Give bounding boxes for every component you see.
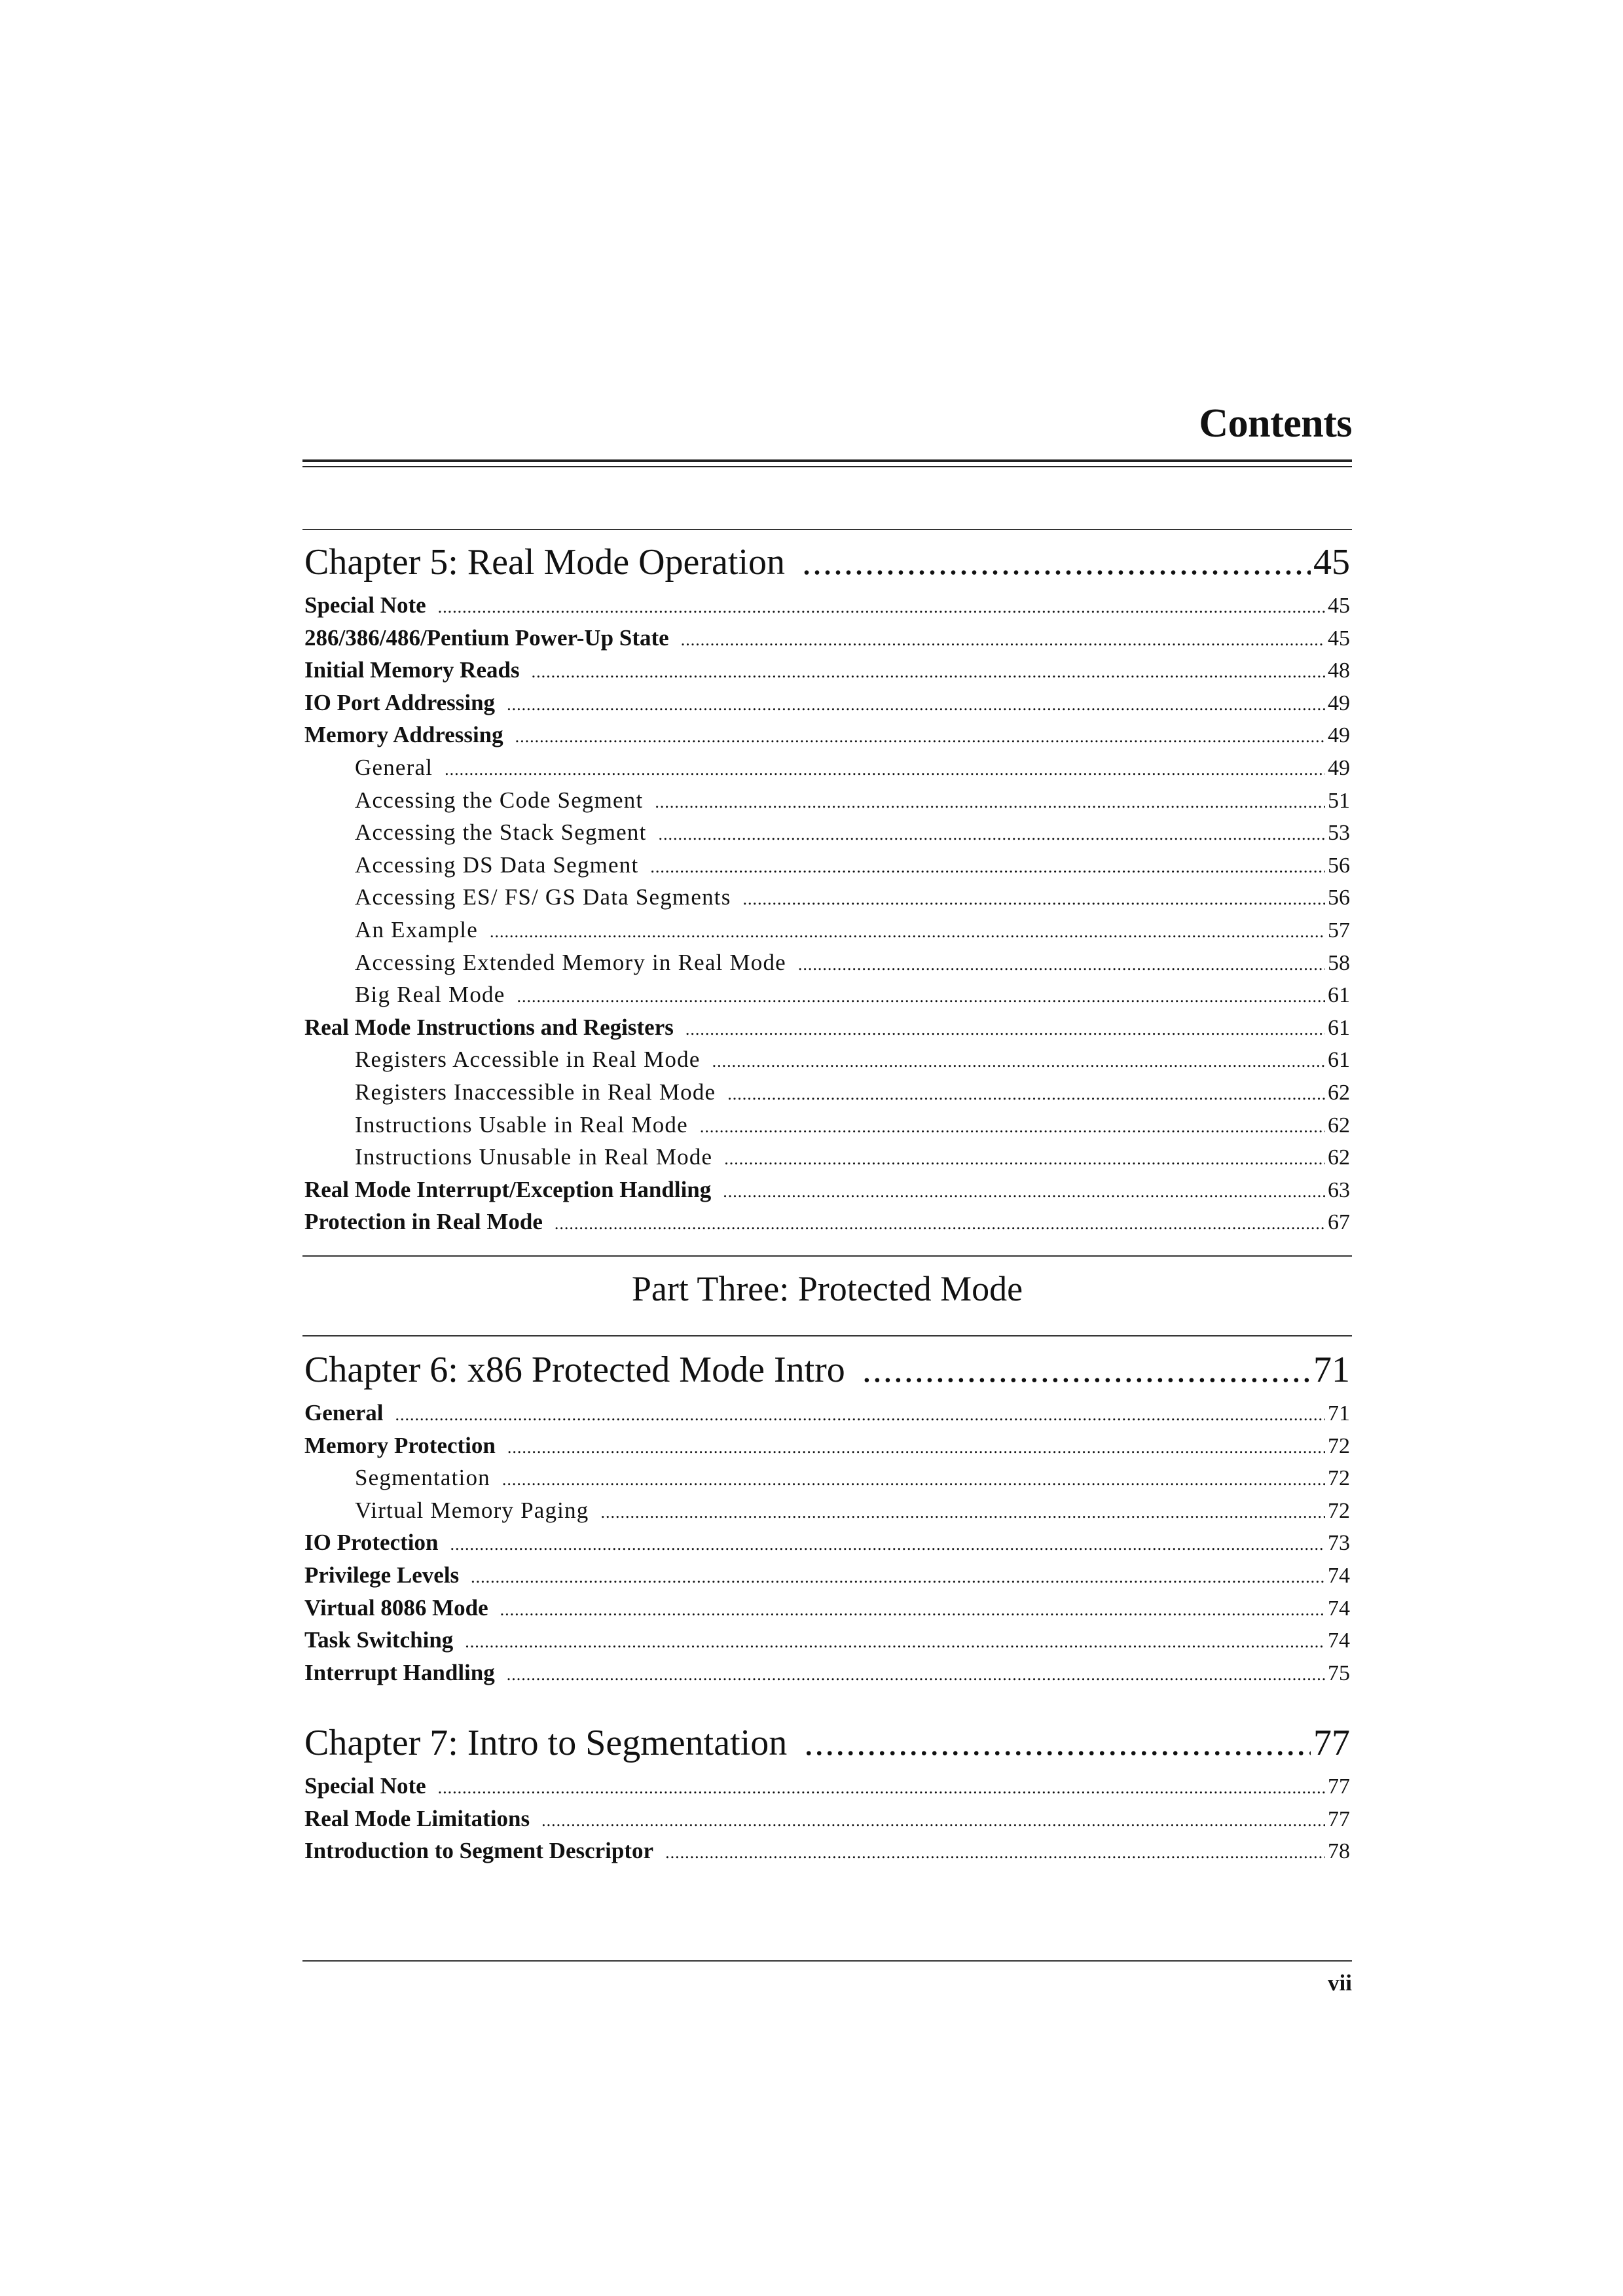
- toc-subentry[interactable]: [304, 881, 1350, 914]
- toc-subentry[interactable]: [304, 1494, 1350, 1527]
- toc-entry-title: Registers Inaccessible in Real Mode: [355, 1079, 716, 1105]
- toc-entry-title: Accessing DS Data Segment: [355, 852, 639, 878]
- footer-rule: [302, 1960, 1352, 1962]
- leader-dots: [395, 1399, 1325, 1431]
- chapter6-title: Chapter 6: x86 Protected Mode Intro: [304, 1350, 845, 1390]
- toc-entry[interactable]: [304, 1770, 1350, 1803]
- leader-dots: [438, 1772, 1325, 1804]
- toc-subentry[interactable]: [304, 1109, 1350, 1141]
- leader-dots: [507, 1431, 1325, 1464]
- toc-entry[interactable]: [304, 589, 1350, 622]
- toc-entry-page: 74: [1328, 1563, 1350, 1588]
- leader-dots: [450, 1528, 1325, 1561]
- leader-dots: [804, 1716, 1311, 1770]
- toc-entry-page: 53: [1328, 821, 1350, 846]
- toc-entry-page: 73: [1328, 1531, 1350, 1556]
- leader-dots: [665, 1837, 1325, 1869]
- toc-entry-title: 286/386/486/Pentium Power-Up State: [304, 624, 669, 651]
- leader-dots: [541, 1804, 1325, 1837]
- toc-entry[interactable]: [304, 1397, 1350, 1429]
- leader-dots: [490, 916, 1325, 948]
- toc-entry-title: Accessing the Code Segment: [355, 787, 644, 813]
- toc-entry-page: 56: [1328, 886, 1350, 910]
- part-title: Part Three: Protected Mode: [631, 1269, 1023, 1308]
- toc-entry-title: Registers Accessible in Real Mode: [355, 1047, 701, 1073]
- leader-dots: [471, 1561, 1325, 1594]
- leader-dots: [727, 1078, 1325, 1111]
- toc-entry-title: Instructions Unusable in Real Mode: [355, 1144, 713, 1170]
- toc-subentry[interactable]: [304, 978, 1350, 1011]
- chapter6-page: 71: [1313, 1350, 1350, 1390]
- chapter6-top-rule: [302, 1335, 1352, 1336]
- toc-entry-page: 72: [1328, 1466, 1350, 1491]
- toc-subentry[interactable]: [304, 914, 1350, 946]
- toc-subentry[interactable]: [304, 784, 1350, 817]
- toc-entry-title: Accessing Extended Memory in Real Mode: [355, 949, 786, 975]
- toc-entry[interactable]: [304, 1835, 1350, 1867]
- leader-dots: [724, 1143, 1325, 1175]
- leader-dots: [798, 948, 1325, 981]
- page-number: vii: [1328, 1970, 1352, 1996]
- toc-entry-page: 48: [1328, 658, 1350, 683]
- leader-dots: [445, 753, 1325, 786]
- leader-dots: [685, 1013, 1325, 1046]
- toc-entry-title: Special Note: [304, 592, 426, 618]
- toc-entry-title: Virtual 8086 Mode: [304, 1594, 488, 1621]
- leader-dots: [555, 1208, 1325, 1240]
- toc-entry-page: 63: [1328, 1177, 1350, 1202]
- toc-entry-title: Initial Memory Reads: [304, 657, 520, 683]
- chapter7-heading[interactable]: [304, 1716, 1350, 1770]
- toc-entry-page: 72: [1328, 1498, 1350, 1523]
- toc-entry[interactable]: [304, 1206, 1350, 1238]
- toc-subentry[interactable]: [304, 751, 1350, 784]
- toc-entry[interactable]: [304, 1429, 1350, 1462]
- toc-entry-page: 62: [1328, 1145, 1350, 1170]
- leader-dots: [700, 1111, 1325, 1143]
- leader-dots: [650, 851, 1325, 884]
- toc-entry-page: 77: [1328, 1774, 1350, 1799]
- chapter6-section: [304, 1343, 1350, 1689]
- toc-entry-title: Special Note: [304, 1773, 426, 1799]
- chapter7-section: [304, 1716, 1350, 1867]
- toc-entry-page: 61: [1328, 1048, 1350, 1073]
- toc-entry-title: Virtual Memory Paging: [355, 1497, 589, 1523]
- toc-entry-page: 67: [1328, 1210, 1350, 1235]
- toc-entry-page: 58: [1328, 950, 1350, 975]
- leader-dots: [532, 656, 1325, 689]
- toc-entry-page: 45: [1328, 626, 1350, 651]
- toc-entry-title: Real Mode Interrupt/Exception Handling: [304, 1176, 712, 1202]
- toc-entry-page: 62: [1328, 1080, 1350, 1105]
- toc-entry-page: 72: [1328, 1433, 1350, 1458]
- leader-dots: [507, 1659, 1325, 1691]
- chapter5-page: 45: [1313, 542, 1350, 583]
- toc-entry-page: 62: [1328, 1113, 1350, 1138]
- chapter7-title: Chapter 7: Intro to Segmentation: [304, 1723, 788, 1763]
- toc-entry-page: 74: [1328, 1596, 1350, 1621]
- toc-entry-page: 74: [1328, 1628, 1350, 1653]
- toc-entry-title: General: [355, 754, 433, 780]
- page-title: Contents: [1199, 401, 1352, 446]
- title-rule-thick: [302, 459, 1352, 462]
- toc-entry[interactable]: [304, 1559, 1350, 1592]
- toc-subentry[interactable]: [304, 849, 1350, 882]
- toc-entry-page: 77: [1328, 1806, 1350, 1831]
- toc-entry-title: General: [304, 1400, 384, 1426]
- leader-dots: [743, 883, 1325, 916]
- toc-entry-title: Accessing the Stack Segment: [355, 819, 647, 846]
- toc-entry-title: Accessing ES/ FS/ GS Data Segments: [355, 884, 731, 910]
- part3-top-rule: [302, 1255, 1352, 1257]
- toc-entry[interactable]: [304, 1657, 1350, 1689]
- toc-entry-page: 61: [1328, 983, 1350, 1008]
- toc-entry-title: Big Real Mode: [355, 982, 505, 1008]
- chapter7-page: 77: [1313, 1723, 1350, 1763]
- toc-subentry[interactable]: [304, 946, 1350, 979]
- toc-entry-title: Introduction to Segment Descriptor: [304, 1838, 654, 1864]
- leader-dots: [507, 689, 1325, 721]
- chapter5-title: Chapter 5: Real Mode Operation: [304, 542, 786, 583]
- toc-entry-title: Task Switching: [304, 1627, 454, 1653]
- leader-dots: [438, 591, 1325, 624]
- leader-dots: [465, 1626, 1325, 1659]
- leader-dots: [712, 1045, 1325, 1078]
- toc-entry[interactable]: [304, 654, 1350, 687]
- toc-subentry[interactable]: [304, 1076, 1350, 1109]
- leader-dots: [515, 721, 1325, 753]
- leader-dots: [659, 818, 1326, 851]
- toc-entry-page: 49: [1328, 691, 1350, 715]
- leader-dots: [723, 1175, 1325, 1208]
- chapter5-top-rule: [302, 529, 1352, 530]
- toc-entry[interactable]: [304, 1592, 1350, 1624]
- toc-entry-title: Instructions Usable in Real Mode: [355, 1111, 688, 1138]
- toc-entry-title: IO Protection: [304, 1530, 439, 1556]
- toc-entry-page: 56: [1328, 853, 1350, 878]
- toc-entry-page: 71: [1328, 1401, 1350, 1426]
- toc-subentry[interactable]: [304, 816, 1350, 849]
- toc-entry[interactable]: [304, 622, 1350, 655]
- toc-entry[interactable]: [304, 687, 1350, 719]
- toc-entry-title: IO Port Addressing: [304, 689, 496, 715]
- toc-entry[interactable]: [304, 1526, 1350, 1559]
- toc-entry-page: 51: [1328, 788, 1350, 813]
- chapter5-heading[interactable]: [304, 535, 1350, 589]
- title-rule-thin: [302, 466, 1352, 467]
- toc-entry-page: 49: [1328, 755, 1350, 780]
- toc-subentry[interactable]: [304, 1462, 1350, 1494]
- leader-dots: [862, 1343, 1311, 1397]
- leader-dots: [517, 980, 1325, 1013]
- leader-dots: [655, 786, 1325, 819]
- toc-entry-page: 61: [1328, 1015, 1350, 1040]
- toc-entry-page: 49: [1328, 723, 1350, 748]
- toc-entry-title: Privilege Levels: [304, 1562, 460, 1588]
- toc-entry[interactable]: [304, 719, 1350, 751]
- chapter5-section: [304, 535, 1350, 1238]
- leader-dots: [681, 624, 1325, 656]
- toc-entry-title: Protection in Real Mode: [304, 1209, 543, 1235]
- toc-entry-page: 45: [1328, 594, 1350, 618]
- toc-entry[interactable]: [304, 1174, 1350, 1206]
- leader-dots: [601, 1496, 1326, 1529]
- toc-entry-title: Real Mode Limitations: [304, 1805, 530, 1831]
- toc-entry-title: Memory Addressing: [304, 722, 503, 748]
- leader-dots: [802, 535, 1311, 589]
- toc-entry[interactable]: [304, 1011, 1350, 1044]
- leader-dots: [500, 1594, 1325, 1626]
- toc-subentry[interactable]: [304, 1043, 1350, 1076]
- toc-entry[interactable]: [304, 1803, 1350, 1835]
- chapter6-heading[interactable]: [304, 1343, 1350, 1397]
- toc-entry[interactable]: [304, 1624, 1350, 1657]
- toc-entry-page: 57: [1328, 918, 1350, 942]
- toc-entry-title: Segmentation: [355, 1465, 490, 1491]
- toc-entry-page: 75: [1328, 1660, 1350, 1685]
- toc-entry-title: Memory Protection: [304, 1432, 496, 1458]
- toc-entry-page: 78: [1328, 1839, 1350, 1864]
- toc-entry-title: Interrupt Handling: [304, 1659, 495, 1685]
- toc-entry-title: Real Mode Instructions and Registers: [304, 1014, 674, 1040]
- toc-subentry[interactable]: [304, 1141, 1350, 1174]
- leader-dots: [502, 1463, 1325, 1496]
- toc-entry-title: An Example: [355, 916, 478, 942]
